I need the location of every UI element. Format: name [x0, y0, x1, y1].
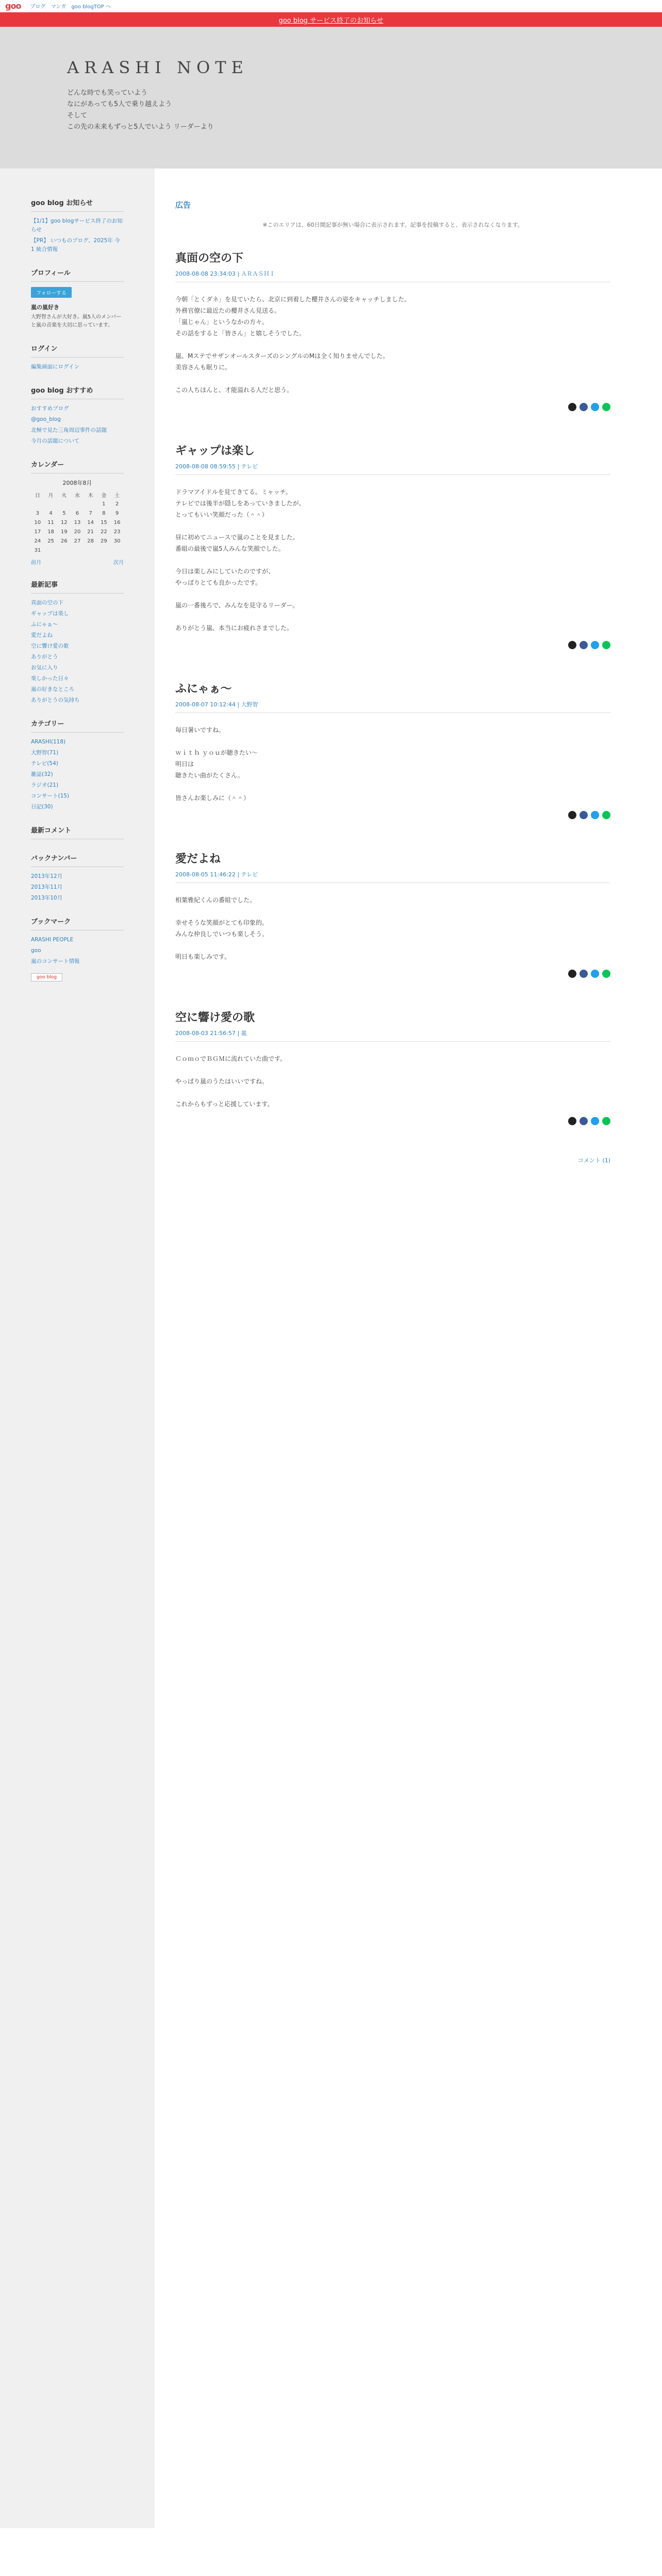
facebook-share-icon[interactable]: [580, 641, 588, 649]
line-share-icon[interactable]: [602, 1117, 610, 1125]
backnumber-title: バックナンバー: [31, 853, 124, 867]
twitter-share-icon[interactable]: [591, 403, 599, 411]
entry-meta[interactable]: 2008-08-08 23:34:03 | ＡＲＡＳＨＩ: [175, 269, 610, 282]
calendar-day[interactable]: 2: [115, 501, 119, 507]
recent-entry-link[interactable]: ありがとう: [31, 654, 58, 660]
bookmark-link[interactable]: ARASHI PEOPLE: [31, 937, 74, 943]
calendar-day[interactable]: 16: [113, 519, 121, 526]
twitter-share-icon[interactable]: [591, 641, 599, 649]
recent-entry-link[interactable]: ギャップは楽し: [31, 611, 69, 617]
x-share-icon[interactable]: [568, 403, 576, 411]
entry-paragraph: ｗｉｔｈ ｙｏｕが聴きたい～: [175, 749, 258, 756]
paragraph-gap: [175, 588, 610, 600]
entry-paragraph: やっぱりとても良かったです。: [175, 579, 262, 586]
entry-body: [175, 294, 610, 396]
share-buttons: [175, 970, 610, 978]
blog-entry: [175, 850, 610, 978]
login-link[interactable]: 編集画面にログイン: [31, 364, 79, 370]
calendar-day[interactable]: 29: [101, 538, 107, 544]
calendar-weekday: 木: [88, 493, 93, 499]
share-buttons: [175, 403, 610, 411]
calendar-day[interactable]: 21: [87, 529, 94, 535]
recent-entry-link[interactable]: 空に響け愛の歌: [31, 643, 69, 649]
notice-item[interactable]: 【PR】 いつものブログ、2025年 今 1 統合情報: [31, 238, 120, 252]
calendar-day[interactable]: 30: [113, 538, 121, 544]
sidebar: [0, 168, 155, 2528]
entry-paragraph: 相葉雅紀くんの番組でした。: [175, 896, 256, 904]
entry-paragraph: 嵐の一番後ろで、みんなを見守るリーダー。: [175, 602, 299, 609]
recent-entry-link[interactable]: 真面の空の下: [31, 600, 63, 606]
recent-title: 最新記事: [31, 579, 124, 594]
main-content: [155, 168, 662, 1302]
backnumber-link[interactable]: 2013年10月: [31, 895, 63, 901]
paragraph-gap: [175, 611, 610, 622]
goo-logo[interactable]: goo: [5, 1, 21, 11]
comment-link[interactable]: コメント (1): [577, 1157, 610, 1164]
calendar-day[interactable]: 25: [47, 538, 54, 544]
paragraph-gap: [175, 1064, 610, 1076]
goo-badge-label[interactable]: goo blog: [31, 973, 62, 981]
calendar-weekday: 水: [74, 493, 80, 499]
calendar-day[interactable]: 26: [60, 538, 68, 544]
ad-label: 広告: [175, 200, 191, 210]
calendar-day[interactable]: 19: [60, 529, 68, 535]
calendar-weekday: 火: [61, 493, 67, 499]
category-link[interactable]: テレビ(54): [31, 760, 58, 767]
recommend-item[interactable]: おすすめブログ: [31, 405, 69, 412]
service-end-link[interactable]: goo blog サービス終了のお知らせ: [278, 16, 384, 25]
calendar-day: [44, 546, 58, 555]
paragraph-gap: [175, 373, 610, 384]
calendar-day: [110, 546, 124, 555]
calendar-day: [71, 546, 84, 555]
paragraph-gap: [175, 339, 610, 350]
entry-paragraph: ありがとう嵐、本当にお疲れさまでした。: [175, 624, 293, 632]
paragraph-gap: [175, 940, 610, 951]
calendar-day: [31, 499, 44, 509]
entry-paragraph: 外務官僚に最近たの櫻井さん見送る。: [175, 307, 281, 314]
blog-entry: [175, 249, 610, 411]
calendar-day[interactable]: 12: [60, 519, 68, 526]
recent-entry-link[interactable]: 愛だよね: [31, 632, 53, 638]
entry-paragraph: 明日は: [175, 760, 194, 768]
entry-meta[interactable]: 2008-08-05 11:46:22 | テレビ: [175, 870, 610, 883]
share-buttons: [175, 1117, 610, 1125]
calendar-day[interactable]: 27: [74, 538, 81, 544]
calendar-day: [44, 499, 58, 509]
top-link-blogtop[interactable]: goo blogTOP へ: [71, 4, 111, 10]
entry-paragraph: 「嵐じゃん」というなかの方々。: [175, 318, 269, 326]
calendar-day: [97, 546, 111, 555]
calendar-day: [84, 546, 97, 555]
goo-badge[interactable]: [31, 973, 124, 981]
recommend-item[interactable]: 北極で見た三角周辺事件の話題: [31, 427, 107, 433]
entry-paragraph: この人ちほんと、才能溢れる人だと思う。: [175, 386, 293, 394]
calendar-day[interactable]: 5: [62, 510, 66, 516]
calendar-day[interactable]: 10: [34, 519, 41, 526]
entry-paragraph: テレビでは後半が隠しをあっていきましたが、: [175, 500, 305, 507]
recent-entry-link[interactable]: ありがとうの気持ち: [31, 697, 80, 703]
blog-title[interactable]: ARASHI NOTE: [67, 58, 249, 77]
entry-paragraph: 番組の最後で嵐5人みんな笑顔でした。: [175, 545, 285, 552]
calendar-prev[interactable]: 前月: [31, 560, 41, 566]
calendar-day[interactable]: 22: [101, 529, 107, 535]
calendar-day[interactable]: 14: [87, 519, 94, 526]
entry-title[interactable]: 真面の空の下: [175, 252, 244, 265]
comment-title: 最新コメント: [31, 825, 124, 839]
paragraph-gap: [175, 781, 610, 792]
entry-title[interactable]: 空に響け愛の歌: [175, 1011, 255, 1024]
calendar-day[interactable]: 31: [34, 547, 41, 553]
calendar-day[interactable]: 3: [36, 510, 40, 516]
blog-header: [0, 27, 662, 168]
calendar-day[interactable]: 13: [74, 519, 81, 526]
blog-description-line: なにがあっても5人で乗り越えよう: [67, 100, 172, 108]
paragraph-gap: [175, 1087, 610, 1098]
facebook-share-icon[interactable]: [580, 1117, 588, 1125]
backnumber-link[interactable]: 2013年12月: [31, 873, 63, 879]
top-link-manga[interactable]: マンガ: [51, 4, 67, 10]
entry-paragraph: ＣｏｍｏでＢＧＭに流れていた曲です。: [175, 1055, 287, 1062]
calendar-day[interactable]: 15: [101, 519, 107, 526]
bookmark-link[interactable]: goo: [31, 947, 41, 954]
calendar: [31, 490, 124, 555]
notice-item[interactable]: 【1/1】goo blogサービス終了のお知らせ: [31, 218, 123, 233]
facebook-share-icon[interactable]: [580, 403, 588, 411]
line-share-icon[interactable]: [602, 811, 610, 819]
bookmark-title: ブックマーク: [31, 916, 124, 930]
entry-paragraph: 嵐、MステでサザンオールスターズのシングルのMは全く知りませんでした。: [175, 352, 389, 360]
login-title: ログイン: [31, 343, 124, 358]
inactive-notice: ※このエリアは、60日間記事が無い場合に表示されます。記事を投稿すると、表示されなくなります。: [262, 222, 523, 228]
entry-title[interactable]: 愛だよね: [175, 853, 221, 866]
recommend-title: goo blog おすすめ: [31, 385, 124, 399]
category-link[interactable]: コンサート(15): [31, 793, 70, 799]
recommend-item[interactable]: @goo_blog: [31, 416, 61, 422]
recent-entry-link[interactable]: 楽しかった日々: [31, 675, 69, 682]
blog-entry: [175, 680, 610, 819]
entry-paragraph: ドラマアイドルを見てきてる。ミャッチ。: [175, 488, 292, 496]
calendar-day[interactable]: 18: [47, 529, 54, 535]
entry-paragraph: やっぱり嵐のうたはいいですね。: [175, 1078, 269, 1085]
entry-paragraph: 明日も楽しみです。: [175, 953, 231, 960]
profile-name: 嵐の嵐好き: [31, 304, 59, 311]
calendar-day[interactable]: 11: [47, 519, 54, 526]
backnumber-link[interactable]: 2013年11月: [31, 884, 63, 890]
share-buttons: [175, 641, 610, 649]
entry-paragraph: 昼に初めてニュースで嵐のことを見ました。: [175, 534, 299, 541]
entry-body: [175, 724, 610, 804]
calendar-day: [71, 499, 84, 509]
paragraph-gap: [175, 554, 610, 566]
facebook-share-icon[interactable]: [580, 970, 588, 978]
category-link[interactable]: 雑誌(32): [31, 771, 53, 777]
x-share-icon[interactable]: [568, 1117, 576, 1125]
calendar-day[interactable]: 24: [34, 538, 41, 544]
twitter-share-icon[interactable]: [591, 970, 599, 978]
calendar-day[interactable]: 28: [87, 538, 94, 544]
calendar-next[interactable]: 次月: [113, 560, 124, 566]
x-share-icon[interactable]: [568, 641, 576, 649]
calendar-month: 2008年8月: [62, 480, 92, 486]
entry-meta[interactable]: 2008-08-07 10:12:44 | 大野智: [175, 700, 610, 713]
paragraph-gap: [175, 520, 610, 532]
top-links: [30, 2, 111, 10]
calendar-day[interactable]: 23: [113, 529, 121, 535]
recommend-item[interactable]: 今月の話題について: [31, 438, 80, 444]
calendar-title: カレンダー: [31, 459, 124, 473]
calendar-day: [57, 499, 71, 509]
entry-meta[interactable]: 2008-08-08 08:59:55 | テレビ: [175, 462, 610, 475]
calendar-day[interactable]: 1: [102, 501, 106, 507]
recent-entry-link[interactable]: 嵐の好きなところ: [31, 686, 74, 692]
twitter-share-icon[interactable]: [591, 1117, 599, 1125]
notice-title: goo blog お知らせ: [31, 197, 124, 212]
entry-paragraph: 今朝「とくダネ」を見ていたら、北京に到着した櫻井さんの姿をキャッチしました。: [175, 296, 411, 303]
blog-description-line: この先の未来もずっと5人でいよう リーダーより: [67, 123, 214, 131]
follow-button[interactable]: フォローする: [31, 287, 72, 298]
calendar-weekday: 月: [48, 493, 54, 499]
recent-entry-link[interactable]: お気に入り: [31, 665, 58, 671]
calendar-day[interactable]: 6: [75, 510, 79, 516]
calendar-weekday: 金: [101, 493, 107, 499]
category-title: カテゴリー: [31, 718, 124, 733]
paragraph-gap: [175, 736, 610, 747]
calendar-day[interactable]: 9: [115, 510, 119, 516]
x-share-icon[interactable]: [568, 970, 576, 978]
blog-description-line: どんな時でも笑っていよう: [67, 89, 148, 97]
line-share-icon[interactable]: [602, 403, 610, 411]
calendar-weekday: 日: [35, 493, 40, 499]
bookmark-link[interactable]: 嵐のコンサート情報: [31, 958, 80, 964]
share-buttons: [175, 811, 610, 819]
calendar-day[interactable]: 20: [74, 529, 81, 535]
line-share-icon[interactable]: [602, 641, 610, 649]
category-link[interactable]: ラジオ(21): [31, 782, 59, 788]
calendar-day[interactable]: 8: [102, 510, 106, 516]
entry-paragraph: これからもずっと応援しています。: [175, 1100, 274, 1108]
blog-description-line: そして: [67, 112, 88, 120]
entry-title[interactable]: ギャップは楽し: [175, 445, 255, 457]
entry-paragraph: 幸せそうな笑顔がとても印象的。: [175, 919, 269, 926]
category-link[interactable]: 日記(30): [31, 804, 53, 810]
calendar-day[interactable]: 4: [49, 510, 53, 516]
profile-title: プロフィール: [31, 267, 124, 282]
recent-entry-link[interactable]: ふにゃぁ～: [31, 621, 58, 628]
entry-meta[interactable]: 2008-08-03 21:56:57 | 嵐: [175, 1029, 610, 1042]
entry-paragraph: 皆さんお楽しみに（＾＾）: [175, 794, 250, 802]
calendar-day: [84, 499, 97, 509]
paragraph-gap: [175, 906, 610, 917]
entry-paragraph: 今日は楽しみにしていたのですが、: [175, 568, 275, 575]
service-end-banner[interactable]: [0, 12, 662, 27]
blog-entry: [175, 442, 610, 649]
x-share-icon[interactable]: [568, 811, 576, 819]
profile-text: 大野智さんが大好き。嵐5人のメンバーと嵐の音楽を大切に思っています。: [31, 314, 122, 328]
top-link-blog[interactable]: ブログ: [30, 4, 46, 10]
calendar-day[interactable]: 7: [89, 510, 92, 516]
facebook-share-icon[interactable]: [580, 811, 588, 819]
entry-paragraph: 美容さんも眠りに。: [175, 364, 231, 371]
entry-paragraph: みんな仲良しでいつも楽しそう。: [175, 930, 269, 938]
calendar-weekday: 土: [114, 493, 120, 499]
entry-paragraph: その話をすると「皆さん」と嬉しそうでした。: [175, 330, 306, 337]
category-link[interactable]: ARASHI(118): [31, 739, 66, 745]
entry-paragraph: 毎日暑いですね。: [175, 726, 225, 734]
twitter-share-icon[interactable]: [591, 811, 599, 819]
comment-link-wrap: [175, 1156, 610, 1164]
calendar-day[interactable]: 17: [34, 529, 41, 535]
line-share-icon[interactable]: [602, 970, 610, 978]
calendar-day: [57, 546, 71, 555]
blog-entry: [175, 1009, 610, 1125]
top-navigation: [0, 0, 662, 12]
entry-title[interactable]: ふにゃぁ～: [175, 683, 232, 696]
entry-body: [175, 894, 610, 962]
entry-body: [175, 1053, 610, 1110]
entry-paragraph: とってもいい笑顔だった（＾＾）: [175, 511, 268, 518]
entry-paragraph: 聴きたい曲がたくさん。: [175, 772, 244, 779]
category-link[interactable]: 大野智(71): [31, 750, 59, 756]
entry-body: [175, 486, 610, 634]
